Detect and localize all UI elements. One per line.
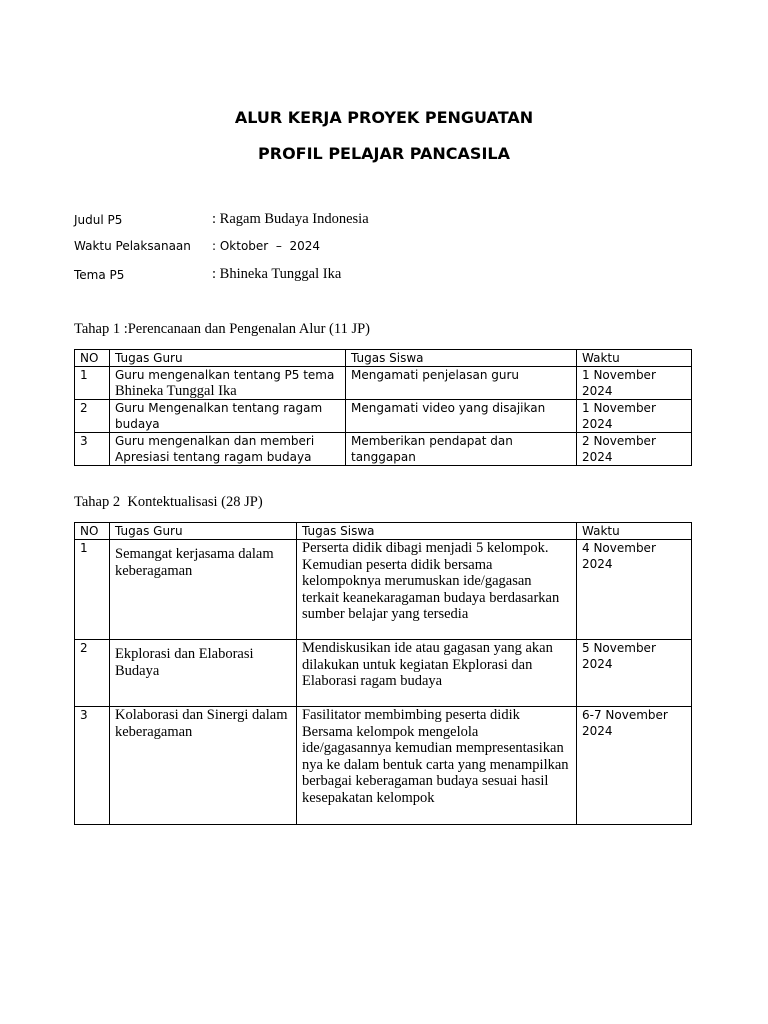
meta-label-tema: Tema P5 — [74, 268, 125, 282]
header-no: NO — [75, 350, 110, 367]
cell-tugas-siswa: Perserta didik dibagi menjadi 5 kelompok. Kemudian peserta didik bersama kelompoknya merumuskan ide/gagasan terkait keanekaragaman budaya berdasarkan sumber belajar yang tersedia — [297, 540, 577, 640]
cell-tugas-guru: Kolaborasi dan Sinergi dalam keberagaman — [110, 707, 297, 825]
header-waktu: Waktu — [577, 523, 692, 540]
stage2-table — [74, 522, 692, 825]
cell-tugas-guru — [110, 367, 346, 400]
cell-tugas-guru: Guru mengenalkan dan memberi Apresiasi tentang ragam budaya — [110, 433, 346, 466]
table-row — [75, 433, 692, 466]
cell-tugas-siswa: Mendiskusikan ide atau gagasan yang akan dilakukan untuk kegiatan Ekplorasi dan Elaborasi ragam budaya — [297, 640, 577, 707]
cell-tugas-guru: Semangat kerjasama dalam keberagaman — [110, 540, 297, 640]
meta-value-tema: : Bhineka Tunggal Ika — [212, 266, 342, 282]
meta-value-waktu: : Oktober – 2024 — [212, 239, 321, 253]
cell-tugas-guru: Ekplorasi dan Elaborasi Budaya — [110, 640, 297, 707]
stage1-heading: Tahap 1 :Perencanaan dan Pengenalan Alur (11 JP) — [74, 321, 371, 337]
meta-label-judul: Judul P5 — [74, 213, 123, 227]
cell-tugas-guru-line2: Bhineka Tunggal Ika — [115, 383, 237, 399]
cell-no: 1 — [75, 540, 110, 640]
cell-tugas-siswa: Mengamati video yang disajikan — [346, 400, 577, 433]
header-tugas-guru: Tugas Guru — [110, 523, 297, 540]
table-row — [75, 640, 692, 707]
cell-no: 3 — [75, 707, 110, 825]
cell-tugas-siswa: Fasilitator membimbing peserta didik Bersama kelompok mengelola ide/gagasannya kemudian mempresentasikan nya ke dalam bentuk carta yang menampilkan berbagai keberagaman budaya sesuai hasil kesepakatan kelompok — [297, 707, 577, 825]
table-row — [75, 367, 692, 400]
cell-waktu: 4 November 2024 — [577, 540, 692, 640]
cell-waktu: 6-7 November 2024 — [577, 707, 692, 825]
table-header-row — [75, 350, 692, 367]
cell-tugas-guru: Guru Mengenalkan tentang ragam budaya — [110, 400, 346, 433]
cell-tugas-siswa: Memberikan pendapat dan tanggapan — [346, 433, 577, 466]
stage2-heading: Tahap 2 Kontektualisasi (28 JP) — [74, 494, 263, 510]
cell-waktu: 1 November 2024 — [577, 400, 692, 433]
header-no: NO — [75, 523, 110, 540]
header-waktu: Waktu — [577, 350, 692, 367]
header-tugas-guru: Tugas Guru — [110, 350, 346, 367]
document-title: ALUR KERJA PROYEK PENGUATAN — [234, 108, 534, 127]
header-tugas-siswa: Tugas Siswa — [297, 523, 577, 540]
cell-waktu: 5 November 2024 — [577, 640, 692, 707]
table-row — [75, 707, 692, 825]
cell-no: 2 — [75, 640, 110, 707]
header-tugas-siswa: Tugas Siswa — [346, 350, 577, 367]
meta-value-judul: : Ragam Budaya Indonesia — [212, 211, 369, 227]
stage1-table — [74, 349, 692, 466]
cell-waktu: 1 November 2024 — [577, 367, 692, 400]
table-row — [75, 400, 692, 433]
cell-no: 1 — [75, 367, 110, 400]
cell-waktu: 2 November 2024 — [577, 433, 692, 466]
cell-tugas-guru-line1: Guru mengenalkan tentang P5 tema — [115, 368, 335, 382]
table-row — [75, 540, 692, 640]
document-subtitle: PROFIL PELAJAR PANCASILA — [258, 144, 510, 163]
cell-tugas-siswa: Mengamati penjelasan guru — [346, 367, 577, 400]
cell-no: 3 — [75, 433, 110, 466]
cell-no: 2 — [75, 400, 110, 433]
meta-label-waktu: Waktu Pelaksanaan — [74, 239, 191, 253]
table-header-row — [75, 523, 692, 540]
